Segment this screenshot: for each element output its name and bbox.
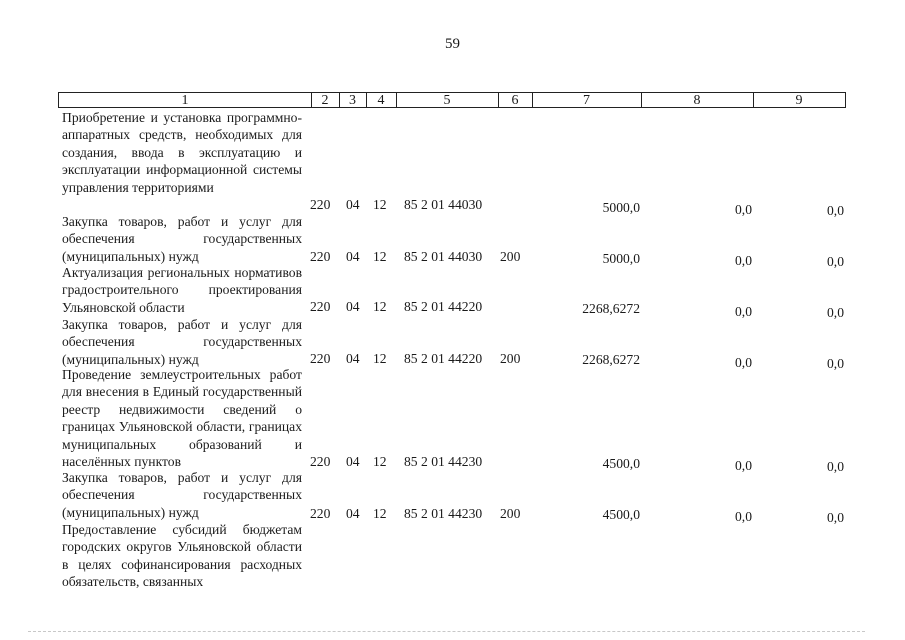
col-header-4: 4 xyxy=(377,93,385,108)
cell-section: 04 xyxy=(346,506,360,521)
cell-ministry: 220 xyxy=(310,249,331,264)
cell-subsection: 12 xyxy=(373,506,387,521)
cell-amount-1: 4500,0 xyxy=(602,456,640,471)
cell-amount-1: 5000,0 xyxy=(602,251,640,266)
cell-subsection: 12 xyxy=(373,197,387,212)
col-header-2: 2 xyxy=(321,93,329,108)
cell-amount-3: 0,0 xyxy=(827,459,844,474)
cell-target-article: 85 2 01 44030 xyxy=(404,249,483,264)
row-description: Предоставление субсидий бюджетам городских округов Ульяновской области в целях софинансирования расходных обязательств, связанных xyxy=(62,522,302,590)
col-header-9: 9 xyxy=(795,93,803,108)
cell-section: 04 xyxy=(346,197,360,212)
scan-edge-line xyxy=(28,631,865,632)
col-header-6: 6 xyxy=(511,93,519,108)
cell-ministry: 220 xyxy=(310,299,331,314)
col-header-5: 5 xyxy=(443,93,451,108)
cell-amount-3: 0,0 xyxy=(827,254,844,269)
cell-amount-2: 0,0 xyxy=(735,304,752,319)
cell-amount-1: 2268,6272 xyxy=(582,352,640,367)
row-description: Актуализация региональных нормативов градостроительного проектирования Ульяновской области xyxy=(62,265,302,315)
cell-subsection: 12 xyxy=(373,454,387,469)
table-header xyxy=(58,92,846,108)
cell-subsection: 12 xyxy=(373,299,387,314)
cell-ministry: 220 xyxy=(310,454,331,469)
cell-amount-1: 5000,0 xyxy=(602,200,640,215)
cell-amount-2: 0,0 xyxy=(735,355,752,370)
cell-amount-2: 0,0 xyxy=(735,253,752,268)
cell-expense-type: 200 xyxy=(500,506,521,521)
row-description: Закупка товаров, работ и услуг для обеспечения государственных (муниципальных) нужд xyxy=(62,470,302,520)
row-description: Закупка товаров, работ и услуг для обеспечения государственных (муниципальных) нужд xyxy=(62,214,302,264)
cell-section: 04 xyxy=(346,454,360,469)
cell-ministry: 220 xyxy=(310,506,331,521)
cell-subsection: 12 xyxy=(373,351,387,366)
cell-expense-type: 200 xyxy=(500,351,521,366)
cell-expense-type: 200 xyxy=(500,249,521,264)
col-header-3: 3 xyxy=(349,93,356,108)
cell-section: 04 xyxy=(346,351,360,366)
cell-amount-2: 0,0 xyxy=(735,509,752,524)
cell-amount-2: 0,0 xyxy=(735,202,752,217)
cell-target-article: 85 2 01 44220 xyxy=(404,299,483,314)
cell-amount-3: 0,0 xyxy=(827,510,844,525)
cell-target-article: 85 2 01 44230 xyxy=(404,506,483,521)
cell-section: 04 xyxy=(346,299,360,314)
cell-amount-3: 0,0 xyxy=(827,305,844,320)
col-header-8: 8 xyxy=(693,93,701,108)
cell-ministry: 220 xyxy=(310,197,331,212)
page-number: 59 xyxy=(445,36,460,52)
cell-target-article: 85 2 01 44220 xyxy=(404,351,483,366)
cell-amount-3: 0,0 xyxy=(827,356,844,371)
col-header-7: 7 xyxy=(583,93,590,108)
cell-target-article: 85 2 01 44030 xyxy=(404,197,483,212)
cell-amount-1: 4500,0 xyxy=(602,507,640,522)
cell-amount-1: 2268,6272 xyxy=(582,301,640,316)
cell-section: 04 xyxy=(346,249,360,264)
cell-amount-3: 0,0 xyxy=(827,203,844,218)
cell-target-article: 85 2 01 44230 xyxy=(404,454,483,469)
cell-ministry: 220 xyxy=(310,351,331,366)
cell-amount-2: 0,0 xyxy=(735,458,752,473)
row-description: Приобретение и установка программно-аппаратных средств, необходимых для создания, ввода в эксплуатацию и эксплуатации информационной системы управления территориями xyxy=(62,110,302,195)
col-header-1: 1 xyxy=(181,93,189,108)
row-description: Закупка товаров, работ и услуг для обеспечения государственных (муниципальных) нужд xyxy=(62,317,302,367)
row-description: Проведение землеустроительных работ для внесения в Единый государственный реестр недвижимости сведений о границах Ульяновской области, границах муниципальных образований и населённых пунктов xyxy=(62,367,302,470)
cell-subsection: 12 xyxy=(373,249,387,264)
